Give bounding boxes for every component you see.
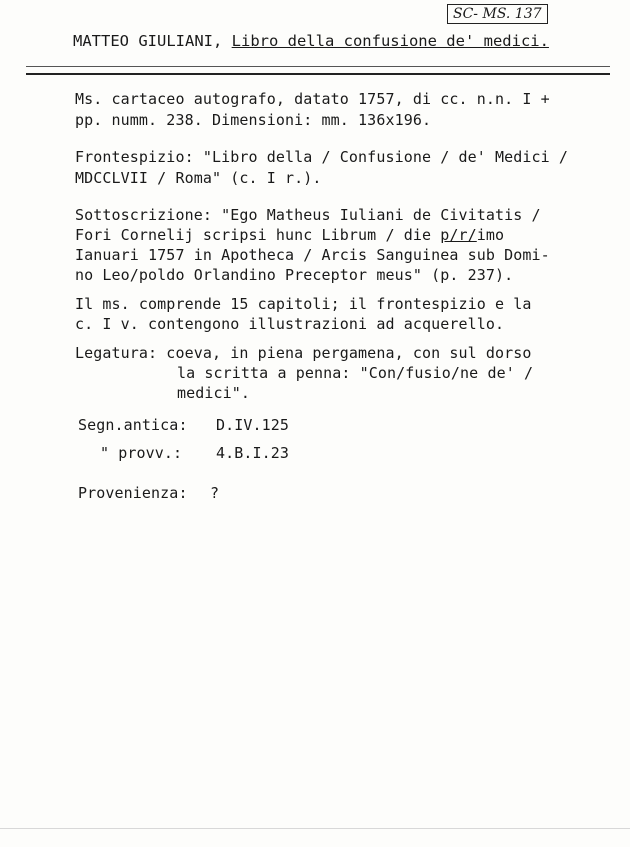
legatura-line: Legatura: coeva, in piena pergamena, con sul dorso — [75, 344, 532, 362]
header-rule-thin — [26, 66, 610, 67]
shelfmark-stamp: SC- MS. 137 — [447, 4, 548, 24]
provenienza-value: ? — [210, 484, 220, 502]
work-title: Libro della confusione de' medici. — [231, 32, 549, 50]
contenuto-line: Il ms. comprende 15 capitoli; il frontespizio e la — [75, 295, 532, 313]
sottoscrizione-text: imo — [476, 226, 505, 244]
header-rule-thick — [26, 73, 610, 75]
frontespizio-line: Frontespizio: "Libro della / Confusione / de' Medici / — [75, 148, 569, 166]
segnatura-antica-label: Segn.antica: — [78, 416, 188, 434]
provenienza-label: Provenienza: — [78, 484, 188, 502]
sottoscrizione-text: Fori Cornelij scripsi hunc Librum / die — [75, 226, 441, 244]
sottoscrizione-line — [75, 226, 504, 244]
author-name: MATTEO GIULIANI, — [73, 32, 223, 50]
sottoscrizione-line: Ianuari 1757 in Apotheca / Arcis Sanguinea sub Domi- — [75, 246, 550, 264]
sottoscrizione-line: Sottoscrizione: "Ego Matheus Iuliani de Civitatis / — [75, 206, 541, 224]
description-line: Ms. cartaceo autografo, datato 1757, di cc. n.n. I + — [75, 90, 550, 108]
segnatura-antica-value: D.IV.125 — [216, 416, 290, 434]
description-line: pp. numm. 238. Dimensioni: mm. 136x196. — [75, 111, 432, 129]
contenuto-line: c. I v. contengono illustrazioni ad acquerello. — [75, 315, 505, 333]
legatura-line: medici". — [177, 384, 251, 402]
frontespizio-line: MDCCLVII / Roma" (c. I r.). — [75, 169, 322, 187]
segnatura-provv-label: " provv.: — [100, 444, 183, 462]
sottoscrizione-correction: p/r/ — [440, 226, 477, 244]
legatura-line: la scritta a penna: "Con/fusio/ne de' / — [177, 364, 534, 382]
sottoscrizione-line: no Leo/poldo Orlandino Preceptor meus" (p. 237). — [75, 266, 514, 284]
segnatura-provv-value: 4.B.I.23 — [216, 444, 290, 462]
card-header — [73, 32, 549, 50]
